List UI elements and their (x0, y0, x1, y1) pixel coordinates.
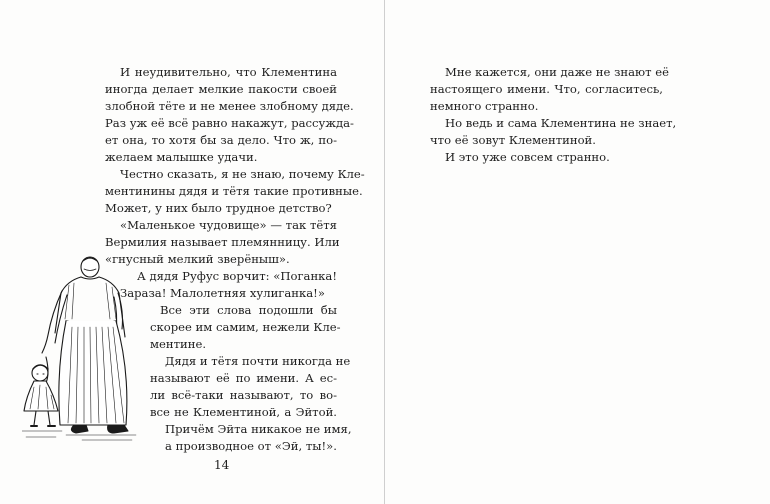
text-line: ментине. (150, 337, 207, 351)
text-line: Честно сказать, я не знаю, почему Кле- (120, 167, 365, 181)
text-line: Мне кажется, они даже не знают её (445, 65, 669, 79)
text-line: И это уже совсем странно. (445, 150, 610, 164)
text-line: немного странно. (430, 99, 539, 113)
text-line: злобной тёте и не менее злобному дяде. (105, 99, 354, 113)
text-line: Причём Эйта никакое не имя, (165, 422, 352, 436)
text-line: ментинины дядя и тётя такие противные. (105, 184, 363, 198)
text-line: настоящего имени. Что, согласитесь, (430, 82, 663, 96)
text-line: И неудивительно, что Клементина (120, 65, 337, 79)
text-line: скорее им самим, нежели Кле- (150, 320, 341, 334)
text-line: Может, у них было трудное детство? (105, 201, 332, 215)
text-line: что её зовут Клементиной. (430, 133, 596, 147)
text-line: все не Клементиной, а Эйтой. (150, 405, 337, 419)
woman-and-child-illustration (22, 255, 162, 445)
text-line: Дядя и тётя почти никогда не (165, 354, 351, 368)
text-line: А дядя Руфус ворчит: «Поганка! (137, 269, 337, 283)
text-line: «Маленькое чудовище» — так тётя (120, 218, 337, 232)
text-line: Все эти слова подошли бы (160, 303, 337, 317)
text-line: называют её по имени. А ес- (150, 371, 337, 385)
page-number: 14 (214, 458, 230, 472)
text-line: Зараза! Малолетняя хулиганка!» (120, 286, 325, 300)
text-line: желаем малышке удачи. (105, 150, 258, 164)
text-line: Вермилия называет племянницу. Или (105, 235, 340, 249)
text-line: Раз уж её всё равно накажут, рассужда- (105, 116, 354, 130)
text-line: «гнусный мелкий зверёныш». (105, 252, 290, 266)
text-line: ет она, то хотя бы за дело. Что ж, по- (105, 133, 337, 147)
text-line: а производное от «Эй, ты!». (165, 439, 337, 453)
text-line: Но ведь и сама Клементина не знает, (445, 116, 677, 130)
page-gutter (384, 0, 385, 504)
text-line: иногда делает мелкие пакости своей (105, 82, 337, 96)
text-line: ли всё-таки называют, то во- (150, 388, 337, 402)
